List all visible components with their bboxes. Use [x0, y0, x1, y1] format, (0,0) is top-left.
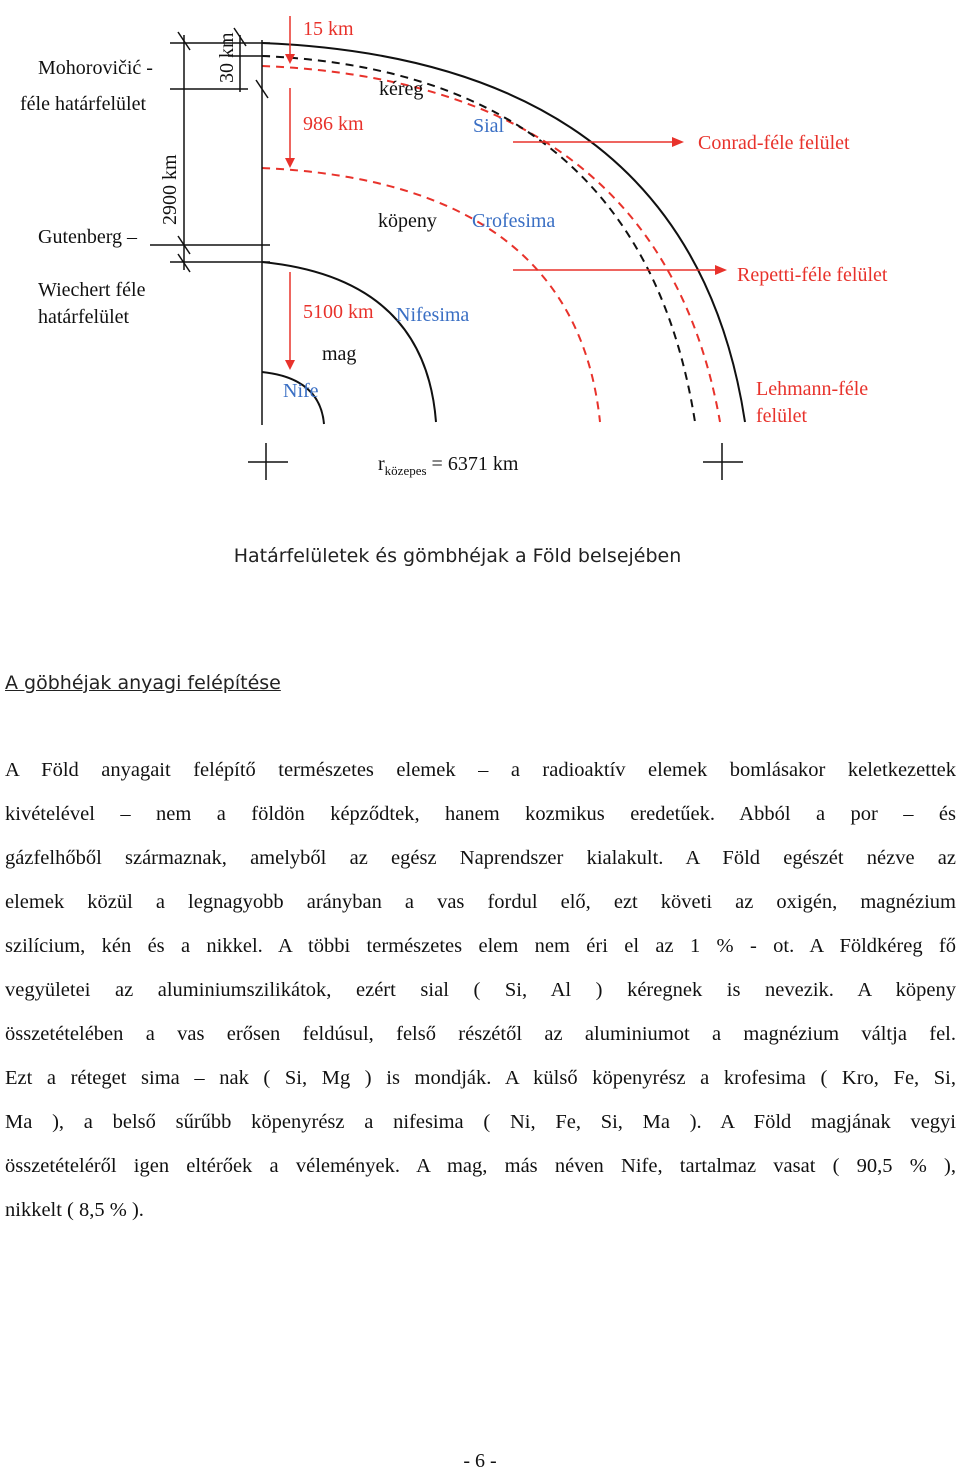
depth-5100-label: 5100 km [303, 301, 374, 323]
nifesima-label: Nifesima [396, 304, 470, 326]
paragraph-line: gázfelhőből származnak, amelyből az egész Naprendszer kialakult. A Föld egészét nézve az [5, 847, 956, 869]
paragraph-line: Ezt a réteget sima – nak ( Si, Mg ) is mondják. A külső köpenyrész a krofesima ( Kro, Fe, Si, [5, 1067, 956, 1089]
radius-label [378, 453, 519, 478]
conrad-arrow-head [672, 137, 684, 147]
paragraph-line: szilícium, kén és a nikkel. A többi természetes elem nem éri el az 1 % - ot. A Földkéreg fő [5, 935, 956, 957]
radius-value: = 6371 km [426, 453, 519, 475]
wiechert-label-1: Wiechert féle [38, 279, 146, 301]
page-number: - 6 - [463, 1450, 497, 1472]
mag-label: mag [322, 343, 357, 365]
earth-shells-diagram [0, 0, 960, 520]
paragraph-line: összetételéről igen eltérőek a vélemények. A mag, más néven Nife, tartalmaz vasat ( 90,5 % ), [5, 1155, 956, 1177]
moho-label-1: Mohorovičić - [38, 57, 153, 79]
radius-subscript: közepes [384, 463, 427, 478]
lehmann-label-1: Lehmann-féle [756, 378, 869, 400]
paragraph-line: összetételében a vas erősen feldúsul, felső részétől az aluminiumot a magnézium váltja fel. [5, 1023, 956, 1045]
paragraph-line: nikkelt ( 8,5 % ). [5, 1199, 144, 1221]
paragraph-line: kivételével – nem a földön képződtek, hanem kozmikus eredetűek. Abból a por – és [5, 803, 956, 825]
section-heading: A göbhéjak anyagi felépítése [5, 672, 281, 694]
surface-arc [262, 43, 745, 422]
paragraph-line: A Föld anyagait felépítő természetes elemek – a radioaktív elemek bomlásakor keletkezettek [5, 759, 956, 781]
conrad-label: Conrad-féle felület [698, 132, 850, 154]
arrow-15km-head [285, 54, 295, 64]
paragraph-line: elemek közül a legnagyobb arányban a vas fordul elő, ezt követi az oxigén, magnézium [5, 891, 956, 913]
sial-label: Sial [473, 115, 505, 137]
paragraph-line: vegyületei az aluminiumszilikátok, ezért sial ( Si, Al ) kéregnek is nevezik. A köpeny [5, 979, 956, 1001]
repetti-arrow-head [715, 265, 727, 275]
moho-dashed-arc [262, 56, 695, 422]
body-paragraph [5, 748, 956, 1232]
paragraph-line: Ma ), a belső sűrűbb köpenyrész a nifesima ( Ni, Fe, Si, Ma ). A Föld magjának vegyi [5, 1111, 956, 1133]
depth-15-label: 15 km [303, 18, 354, 40]
gutenberg-label: Gutenberg – [38, 226, 138, 248]
arrow-5100km-head [285, 360, 295, 370]
lehmann-label-2: felület [756, 405, 808, 427]
moho-label-2: féle határfelület [20, 93, 147, 115]
depth-2900-label: 2900 km [159, 154, 181, 225]
kereg-label: kéreg [379, 78, 424, 100]
wiechert-label-2: határfelület [38, 306, 130, 328]
depth-986-label: 986 km [303, 113, 364, 135]
arrow-986km-head [285, 158, 295, 168]
nife-label: Nife [283, 380, 319, 402]
crofesima-label: Crofesima [472, 210, 556, 232]
depth-30-label: 30 km [216, 32, 238, 83]
kopeny-label: köpeny [378, 210, 437, 232]
repetti-label: Repetti-féle felület [737, 264, 888, 286]
figure-caption: Határfelületek és gömbhéjak a Föld belsejében [233, 545, 682, 567]
radius-r: r [378, 453, 385, 475]
